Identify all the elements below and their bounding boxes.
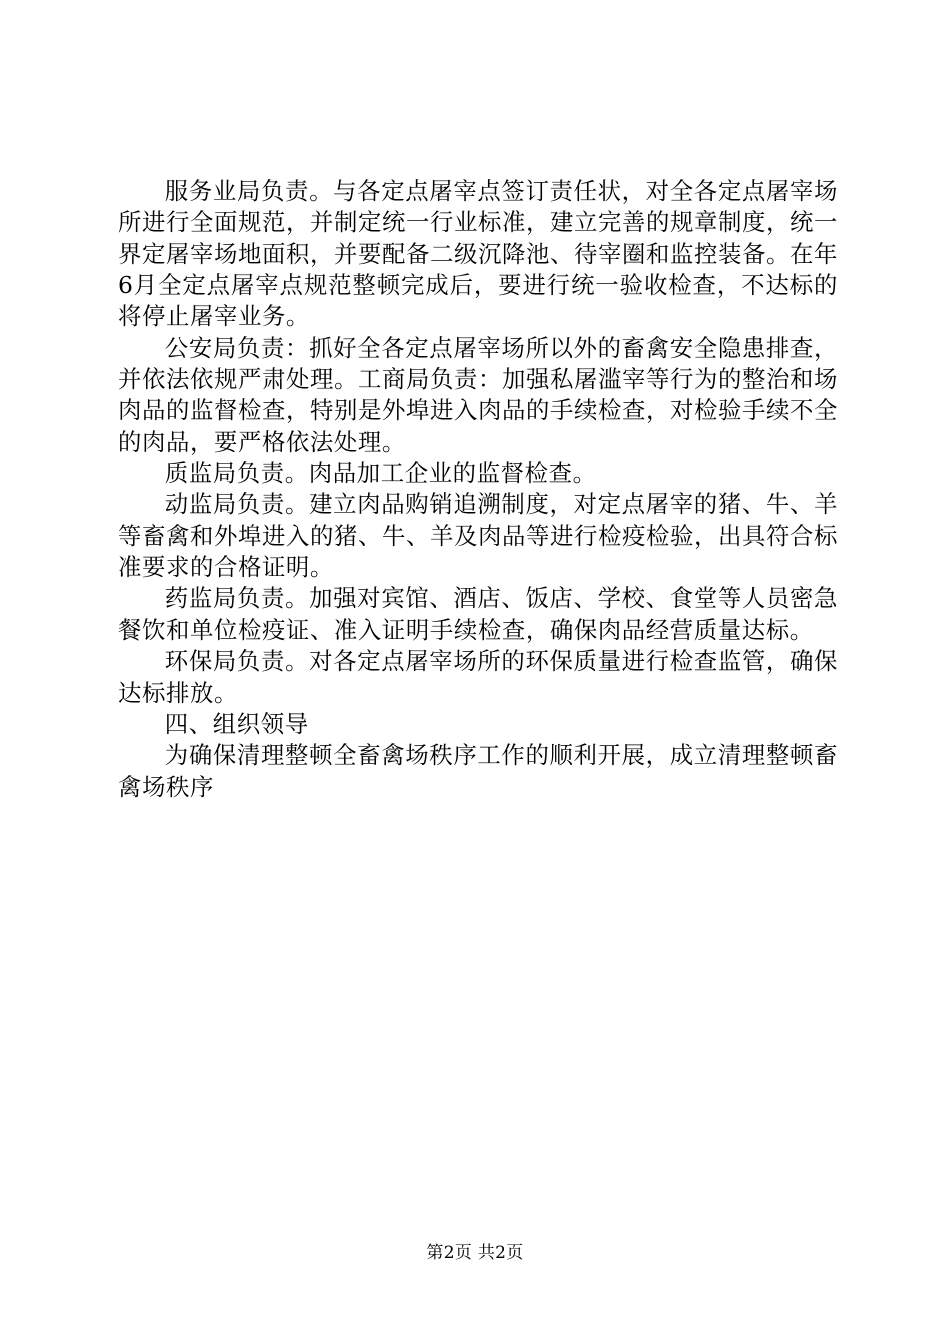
paragraph-organization: 为确保清理整顿全畜禽场秩序工作的顺利开展，成立清理整顿畜禽场秩序 (118, 741, 838, 801)
paragraph-quality-supervision-bureau: 质监局负责。肉品加工企业的监督检查。 (164, 459, 597, 488)
document-body (118, 176, 838, 803)
paragraph-service-bureau: 服务业局负责。与各定点屠宰点签订责任状，对全各定点屠宰场所进行全面规范，并制定统一行业标准，建立完善的规章制度，统一界定屠宰场地面积，并要配备二级沉降池、待宰圈和监控装备。在年6月全定点屠宰点规范整顿完成后，要进行统一验收检查，不达标的将停止屠宰业务。 (118, 177, 838, 331)
section-heading: 四、组织领导 (164, 709, 309, 738)
paragraph-environmental-bureau: 环保局负责。对各定点屠宰场所的环保质量进行检查监管，确保达标排放。 (118, 647, 838, 707)
paragraph-drug-supervision-bureau: 药监局负责。加强对宾馆、酒店、饭店、学校、食堂等人员密急餐饮和单位检疫证、准入证明手续检查，确保肉品经营质量达标。 (118, 584, 838, 644)
paragraph-public-security-bureau: 公安局负责：抓好全各定点屠宰场所以外的畜禽安全隐患排查，并依法依规严肃处理。工商局负责：加强私屠滥宰等行为的整治和场肉品的监督检查，特别是外埠进入肉品的手续检查，对检验手续不全的肉品，要严格依法处理。 (118, 333, 838, 456)
page-number-footer: 第2页 共2页 (426, 1243, 524, 1263)
paragraph-animal-supervision-bureau: 动监局负责。建立肉品购销追溯制度，对定点屠宰的猪、牛、羊等畜禽和外埠进入的猪、牛、羊及肉品等进行检疫检验，出具符合标准要求的合格证明。 (118, 490, 838, 582)
